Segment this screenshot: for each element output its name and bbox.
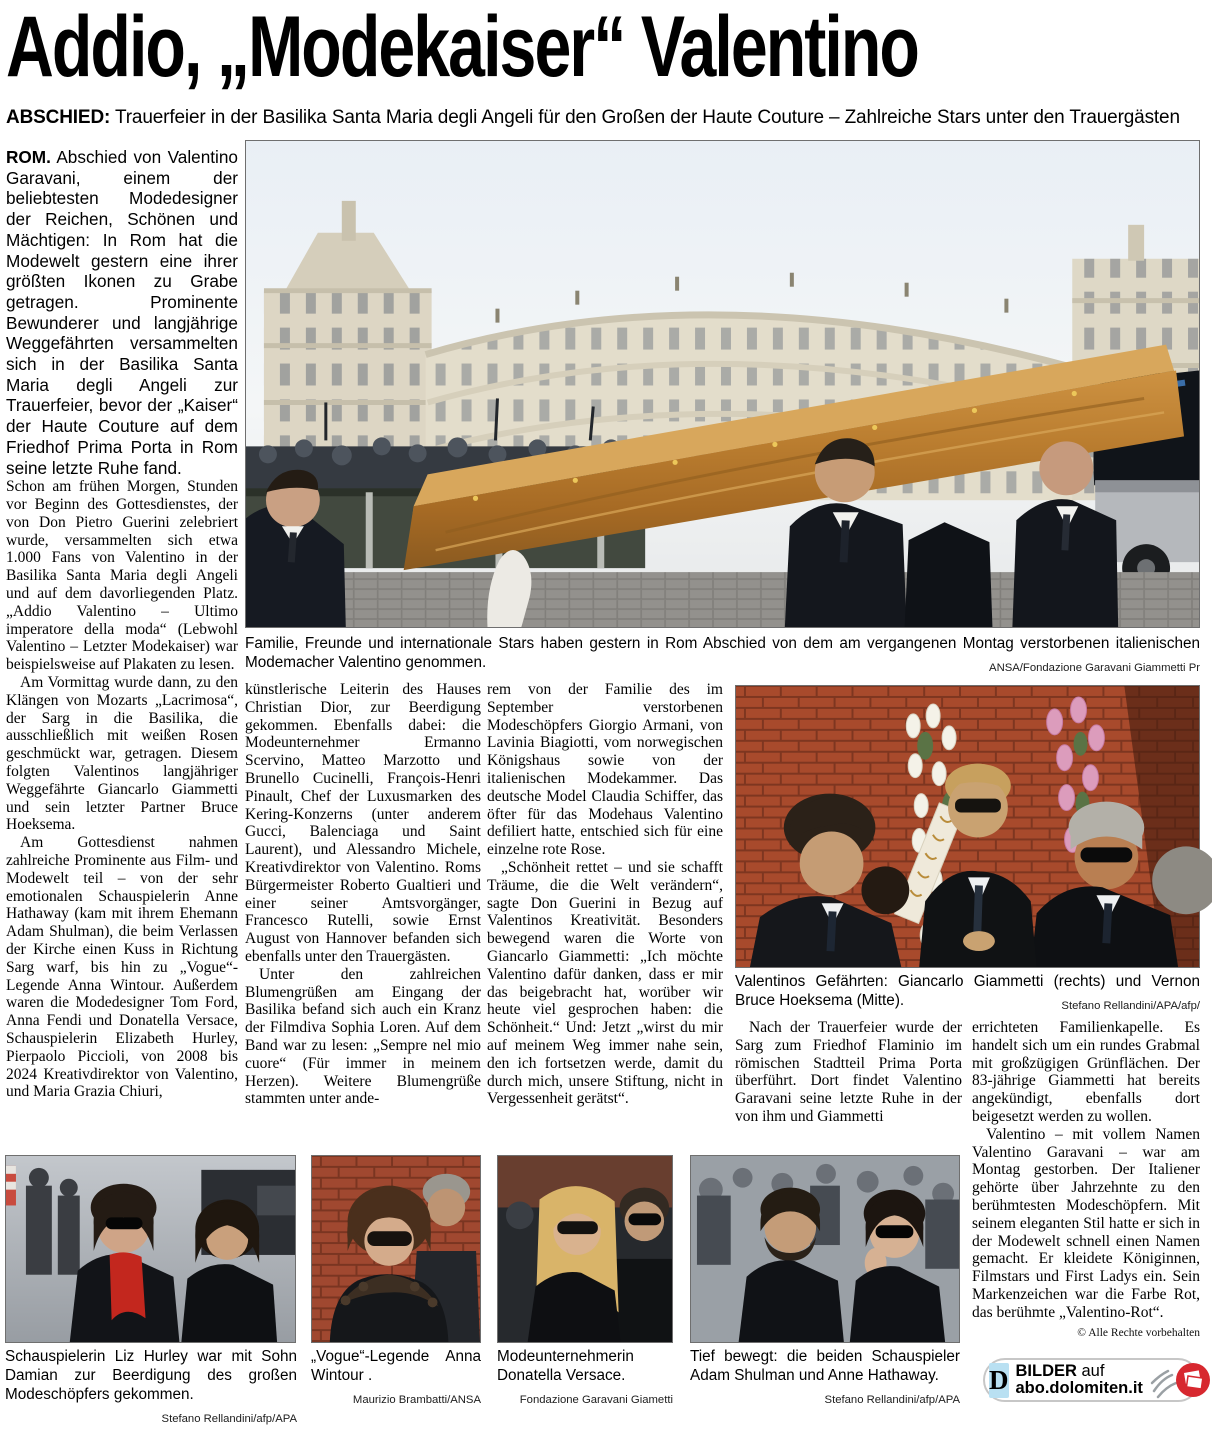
- article-paragraph: rem von der Familie des im September verstorbenen Modeschöpfers Giorgio Armani, von Lavinia Biagiotti, vom norwegischen Königshaus sowie von der italienischen Modekammer. Das deutsche Model Claudia Schiffer, das öfter für das Modehaus Valentino defiliert hatte, entschied sich für eine einzelne rote Rose.: [487, 681, 723, 859]
- article-column-3: [487, 681, 723, 1143]
- photo-credit: ANSA/Fondazione Garavani Giammetti Pr: [989, 661, 1200, 674]
- companions-photo-illustration: [736, 686, 1199, 967]
- hathaway-caption: [690, 1347, 960, 1404]
- article-paragraph: [972, 1125, 1200, 1339]
- photo-credit: Maurizio Brambatti/ANSA: [352, 1393, 481, 1406]
- caption-text-wrap: [245, 634, 1200, 672]
- photo-credit: Fondazione Garavani Giametti: [519, 1393, 673, 1406]
- hurley-photo: [5, 1155, 296, 1343]
- caption-text: Valentinos Gefährten: Giancarlo Giammetti (rechts) und Vernon Bruce Hoeksema (Mitte).: [735, 973, 1200, 1010]
- hurley-photo-illustration: [6, 1156, 295, 1342]
- article-column-2: [245, 681, 481, 1143]
- main-photo-illustration: [246, 141, 1199, 627]
- page-title: Addio, „Modekaiser“ Valentino: [6, 0, 918, 95]
- promo-line-1: BILDER auf: [1015, 1362, 1105, 1380]
- kicker-label: ABSCHIED:: [6, 107, 111, 128]
- article-paragraph: Schon am frühen Morgen, Stunden vor Beginn des Gottesdienstes, der von Don Pietro Guerini zelebriert wurde, versammelten sich etwa 1.000 Fans von Valentino in der Basilika Santa Maria degli Angeli und auf dem davorliegenden Platz. „Addio Valentino – Ultimo imperatore della moda“ (Lebwohl Valentino – Letzter Modekaiser) war beispielsweise auf Plakaten zu lesen.: [6, 478, 238, 674]
- caption-text-wrap: [690, 1347, 960, 1406]
- article-paragraph: künstlerische Leiterin des Hauses Christian Dior, zur Beerdigung gekommen. Ebenfalls dabei: die Modeunternehmer Ermanno Scervino, Matteo Marzotto und Brunello Cucinelli, François-Henri Pinault, Chef der Luxusmarken des Kering-Konzerns (unter anderem Gucci, Balenciaga und Saint Laurent), und Alessandro Michele, Kreativdirektor von Valentino. Roms Bürgermeister Roberto Gualtieri und einer seiner Amtsvorgänger, Francesco Rutelli, sowie Ernst August von Hannover befanden sich ebenfalls unter den Trauergästen.: [245, 681, 481, 965]
- companions-photo: [735, 685, 1200, 968]
- headline-wrap: [6, 0, 1190, 95]
- caption-text: Modeunternehmerin Donatella Versace.: [497, 1348, 634, 1385]
- article-paragraph: Am Gottesdienst nahmen zahlreiche Prominente aus Film- und Modewelt teil – von der sehr emotionalen Schauspielerin Anne Hathaway (kam mit ihrem Ehemann Adam Shulman), die beim Verlassen der Kirche einen Kuss in Richtung Sarg warf, bis hin zu „Vogue“-Legende Anna Wintour. Außerdem waren die Modedesigner Tom Ford, Anna Fendi und Donatella Versace, Schauspielerin Elizabeth Hurley, Pierpaolo Piccioli, von 2008 bis 2024 Kreativdirektor von Valentino, und Maria Grazia Chiuri,: [6, 834, 238, 1101]
- main-photo-caption: [245, 634, 1200, 676]
- wintour-caption: [311, 1347, 481, 1404]
- kicker: [6, 107, 1198, 129]
- article-lead-paragraph: [6, 147, 238, 478]
- article-paragraph: errichteten Familienkapelle. Es handelt sich um ein rundes Grabmal mit großzügigen Grünflächen. Der 83-jährige Giammetti hat bereits angekündigt, ebenfalls dort beigesetzt werden zu wollen.: [972, 1019, 1200, 1125]
- caption-text: „Vogue“-Legende Anna Wintour .: [311, 1348, 481, 1385]
- main-photo: [245, 140, 1200, 628]
- article-paragraph: Nach der Trauerfeier wurde der Sarg zum Friedhof Flaminio im römischen Stadtteil Prima Porta überführt. Dort findet Valentino Garavani seine letzte Ruhe in der von ihm und Giammetti: [735, 1019, 962, 1125]
- article-paragraph: Unter den zahlreichen Blumengrüßen am Eingang der Basilika befand sich auch ein Kranz der Filmdiva Sophia Loren. Auf dem Band war zu lesen: „Sempre nel mio cuore“ (Für immer in meinem Herzen). Weitere Blumengrüße stammten unter ande-: [245, 965, 481, 1108]
- promo-badge[interactable]: [983, 1358, 1200, 1402]
- companions-caption: [735, 972, 1200, 1014]
- article-paragraph: „Schönheit rettet – und sie schafft Träume, die die Welt verändern“, sagte Don Guerini in Bezug auf Valentinos Kreativität. Besonders bewegend waren die Worte von Giancarlo Giammetti: „Ich möchte Valentino dafür danken, dass er mir das beigebracht hat, worüber wir heute viel gesprochen haben: die Schönheit.“ Und: Jetzt „wirst du mir auf meinem Weg immer nahe sein, den ich fortsetzen werde, damit du durch mich, unsere Stiftung, nicht in Vergessenheit gerätst“.: [487, 858, 723, 1108]
- article-paragraph: Am Vormittag wurde dann, zu den Klängen von Mozarts „Lacrimosa“, der Sarg in die Basilika, die ausschließlich mit weißen Rosen geschmückt war, getragen. Diesem folgten Valentinos langjähriger Weggefährte Giancarlo Giammetti und sein letzter Partner Bruce Hoeksema.: [6, 674, 238, 834]
- caption-text: Familie, Freunde und internationale Stars haben gestern in Rom Abschied von dem am vergangenen Montag verstorbenen italienischen Modemacher Valentino genommen.: [245, 635, 1200, 672]
- versace-photo-illustration: [498, 1156, 672, 1342]
- caption-text: Schauspielerin Liz Hurley war mit Sohn Damian zur Beerdigung des großen Modeschöpfers gekommen.: [5, 1348, 297, 1404]
- article-column-4: [735, 1019, 962, 1131]
- wintour-photo-illustration: [312, 1156, 480, 1342]
- photo-credit: Stefano Rellandini/afp/APA: [824, 1393, 960, 1406]
- lead-text: Abschied von Valentino Garavani, einem der beliebtesten Modedesigner der Reichen, Schönen und Mächtigen: In Rom hat die Modewelt gestern eine ihrer größten Ikonen zu Grabe getragen. Prominente Bewunderer und langjährige Weggefährten versammelten sich in der Basilika Santa Maria degli Angeli zur Trauerfeier, bevor der „Kaiser“ der Haute Couture auf dem Friedhof Prima Porta in Rom seine letzte Ruhe fand.: [6, 147, 238, 478]
- photos-hand-icon: [1150, 1361, 1212, 1399]
- dateline: ROM.: [6, 147, 51, 167]
- caption-text-wrap: [5, 1347, 297, 1426]
- versace-caption: [497, 1347, 673, 1404]
- promo-line-2: abo.dolomiten.it: [1015, 1379, 1143, 1397]
- hurley-caption: [5, 1347, 297, 1426]
- kicker-text: Trauerfeier in der Basilika Santa Maria degli Angeli für den Großen der Haute Couture – Zahlreiche Stars unter den Trauergästen: [110, 107, 1180, 128]
- photo-credit: Stefano Rellandini/APA/afp/: [1061, 999, 1200, 1012]
- photo-credit: Stefano Rellandini/afp/APA: [161, 1413, 297, 1426]
- versace-photo: [497, 1155, 673, 1343]
- copyright-note: © Alle Rechte vorbehalten: [1077, 1326, 1200, 1339]
- caption-text-wrap: [311, 1347, 481, 1406]
- hathaway-photo: [690, 1155, 960, 1343]
- caption-text-wrap: [735, 972, 1200, 1010]
- article-column-5: [972, 1019, 1200, 1359]
- caption-text: Tief bewegt: die beiden Schauspieler Adam Shulman und Anne Hathaway.: [690, 1348, 960, 1385]
- dolomiten-logo: D: [989, 1363, 1009, 1398]
- promo-text: [1016, 1363, 1143, 1397]
- caption-text-wrap: [497, 1347, 673, 1406]
- paragraph-text: Valentino – mit vollem Namen Valentino Garavani – war am Montag gestorben. Der Italiener gehörte über Jahrzehnte zu den berühmtesten Modeschöpfern. Mit seinem eleganten Stil hatte er sich in der Modewelt schnell einen Namen gemacht. Er kleidete Königinnen, Filmstars und First Ladys ein. Sein Markenzeichen war die Farbe Rot, das berühmte „Valentino-Rot“.: [972, 1125, 1200, 1321]
- hathaway-photo-illustration: [691, 1156, 959, 1342]
- wintour-photo: [311, 1155, 481, 1343]
- article-column-1: [6, 147, 238, 1145]
